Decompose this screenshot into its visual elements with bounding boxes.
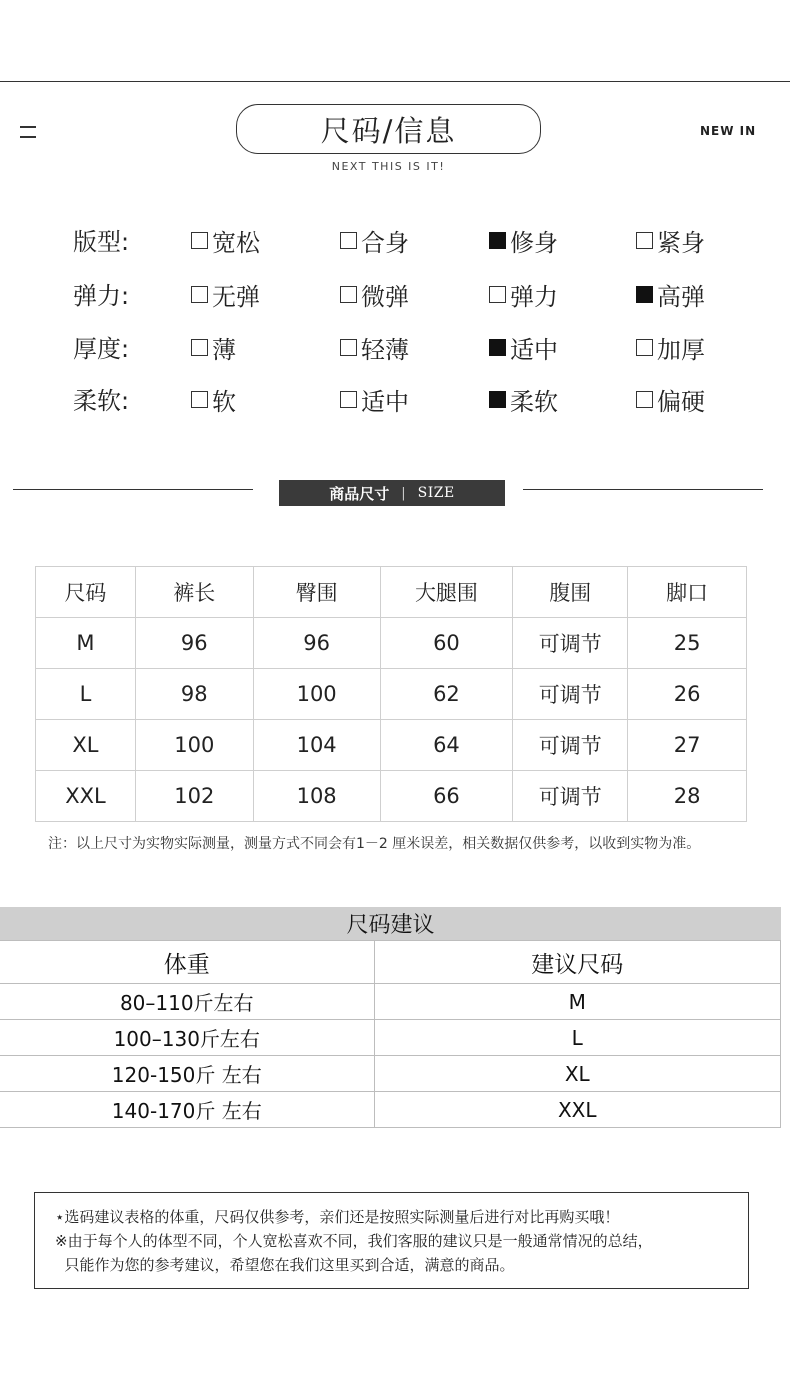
checkbox bbox=[191, 232, 208, 249]
table-cell: 60 bbox=[380, 618, 513, 669]
checkbox bbox=[340, 286, 357, 303]
attr-option bbox=[191, 223, 260, 258]
option-label: 修身 bbox=[510, 229, 558, 257]
table-cell: 96 bbox=[135, 618, 253, 669]
table-row bbox=[0, 1056, 781, 1092]
table-row bbox=[0, 984, 781, 1020]
new-in-label: NEW IN bbox=[700, 124, 757, 138]
attr-option bbox=[340, 277, 409, 312]
table-cell: XXL bbox=[36, 771, 136, 822]
attr-option bbox=[489, 223, 558, 258]
checkbox-checked bbox=[489, 232, 506, 249]
table-cell: 100–130斤左右 bbox=[0, 1020, 374, 1056]
suggestion-table bbox=[0, 940, 781, 1128]
top-divider bbox=[0, 81, 790, 82]
table-cell: 可调节 bbox=[513, 618, 628, 669]
section-divider-left bbox=[13, 489, 253, 490]
table-cell: 140-170斤 左右 bbox=[0, 1092, 374, 1128]
table-row bbox=[0, 1020, 781, 1056]
table-row bbox=[36, 618, 747, 669]
page-title: 尺码/信息 bbox=[236, 104, 541, 154]
table-cell: 102 bbox=[135, 771, 253, 822]
menu-icon[interactable] bbox=[20, 126, 36, 138]
table-cell: 62 bbox=[380, 669, 513, 720]
measurement-note: 注：以上尺寸为实物实际测量，测量方式不同会有1－2 厘米误差，相关数据仅供参考，以收到实物为准。 bbox=[48, 836, 701, 852]
option-label: 柔软 bbox=[510, 388, 558, 416]
attr-option bbox=[340, 382, 409, 417]
option-label: 适中 bbox=[510, 336, 558, 364]
column-header: 大腿围 bbox=[380, 567, 513, 618]
table-cell: 27 bbox=[628, 720, 747, 771]
table-header-row bbox=[36, 567, 747, 618]
table-cell: 100 bbox=[253, 669, 380, 720]
tip-line: ※由于每个人的体型不同，个人宽松喜欢不同，我们客服的建议只是一般通常情况的总结， bbox=[55, 1232, 653, 1250]
option-label: 紧身 bbox=[657, 229, 705, 257]
checkbox bbox=[636, 339, 653, 356]
checkbox bbox=[340, 391, 357, 408]
attr-option bbox=[191, 330, 236, 365]
table-cell: 120-150斤 左右 bbox=[0, 1056, 374, 1092]
tip-line: 只能作为您的参考建议，希望您在我们这里买到合适，满意的商品。 bbox=[55, 1256, 515, 1274]
table-cell: M bbox=[374, 984, 780, 1020]
table-cell: 64 bbox=[380, 720, 513, 771]
attr-option bbox=[636, 330, 705, 365]
option-label: 无弹 bbox=[212, 283, 260, 311]
checkbox bbox=[636, 391, 653, 408]
option-label: 轻薄 bbox=[361, 336, 409, 364]
column-header: 尺码 bbox=[36, 567, 136, 618]
table-cell: 可调节 bbox=[513, 669, 628, 720]
column-header: 体重 bbox=[0, 941, 374, 984]
attr-option bbox=[340, 330, 409, 365]
table-cell: 26 bbox=[628, 669, 747, 720]
attr-label-elasticity: 弹力: bbox=[73, 282, 130, 310]
checkbox bbox=[191, 286, 208, 303]
table-cell: L bbox=[36, 669, 136, 720]
option-label: 微弹 bbox=[361, 283, 409, 311]
attr-option bbox=[636, 223, 705, 258]
checkbox bbox=[191, 391, 208, 408]
checkbox bbox=[636, 232, 653, 249]
attr-option bbox=[489, 330, 558, 365]
suggestion-title: 尺码建议 bbox=[0, 907, 781, 940]
option-label: 合身 bbox=[361, 229, 409, 257]
attr-label-softness: 柔软: bbox=[73, 387, 130, 415]
column-header: 建议尺码 bbox=[374, 941, 780, 984]
option-label: 宽松 bbox=[212, 229, 260, 257]
option-label: 偏硬 bbox=[657, 388, 705, 416]
table-cell: 80–110斤左右 bbox=[0, 984, 374, 1020]
table-cell: XL bbox=[36, 720, 136, 771]
attr-option bbox=[636, 277, 705, 312]
table-row bbox=[36, 669, 747, 720]
checkbox bbox=[340, 339, 357, 356]
option-label: 弹力 bbox=[510, 283, 558, 311]
checkbox bbox=[489, 286, 506, 303]
attr-option bbox=[191, 277, 260, 312]
table-cell: 28 bbox=[628, 771, 747, 822]
option-label: 软 bbox=[212, 388, 236, 416]
table-cell: 108 bbox=[253, 771, 380, 822]
checkbox-checked bbox=[636, 286, 653, 303]
checkbox-checked bbox=[489, 391, 506, 408]
section-divider-right bbox=[523, 489, 763, 490]
tips-box bbox=[34, 1192, 749, 1289]
checkbox bbox=[191, 339, 208, 356]
table-cell: XL bbox=[374, 1056, 780, 1092]
table-cell: XXL bbox=[374, 1092, 780, 1128]
attr-option bbox=[489, 277, 558, 312]
banner-en-label: SIZE bbox=[417, 485, 455, 501]
table-cell: 98 bbox=[135, 669, 253, 720]
tip-line: ⋆选码建议表格的体重，尺码仅供参考，亲们还是按照实际测量后进行对比再购买哦！ bbox=[55, 1208, 620, 1226]
size-section-banner bbox=[279, 480, 505, 506]
table-cell: 100 bbox=[135, 720, 253, 771]
banner-cn-label: 商品尺寸 bbox=[329, 484, 390, 503]
table-cell: 25 bbox=[628, 618, 747, 669]
attr-option bbox=[489, 382, 558, 417]
column-header: 裤长 bbox=[135, 567, 253, 618]
option-label: 高弹 bbox=[657, 283, 705, 311]
table-cell: 66 bbox=[380, 771, 513, 822]
attr-option bbox=[636, 382, 705, 417]
attr-label-thickness: 厚度: bbox=[73, 335, 130, 363]
table-header-row bbox=[0, 941, 781, 984]
table-cell: 104 bbox=[253, 720, 380, 771]
table-cell: 96 bbox=[253, 618, 380, 669]
option-label: 加厚 bbox=[657, 336, 705, 364]
table-cell: 可调节 bbox=[513, 720, 628, 771]
attr-option bbox=[191, 382, 236, 417]
table-cell: M bbox=[36, 618, 136, 669]
banner-separator: | bbox=[401, 485, 406, 501]
checkbox-checked bbox=[489, 339, 506, 356]
attr-option bbox=[340, 223, 409, 258]
checkbox bbox=[340, 232, 357, 249]
table-cell: L bbox=[374, 1020, 780, 1056]
size-table bbox=[35, 566, 747, 822]
table-cell: 可调节 bbox=[513, 771, 628, 822]
column-header: 脚口 bbox=[628, 567, 747, 618]
table-row bbox=[0, 1092, 781, 1128]
option-label: 薄 bbox=[212, 336, 236, 364]
table-row bbox=[36, 771, 747, 822]
page-subtitle: NEXT THIS IS IT! bbox=[331, 160, 446, 173]
table-row bbox=[36, 720, 747, 771]
column-header: 臀围 bbox=[253, 567, 380, 618]
attr-label-fit: 版型: bbox=[73, 228, 130, 256]
option-label: 适中 bbox=[361, 388, 409, 416]
column-header: 腹围 bbox=[513, 567, 628, 618]
